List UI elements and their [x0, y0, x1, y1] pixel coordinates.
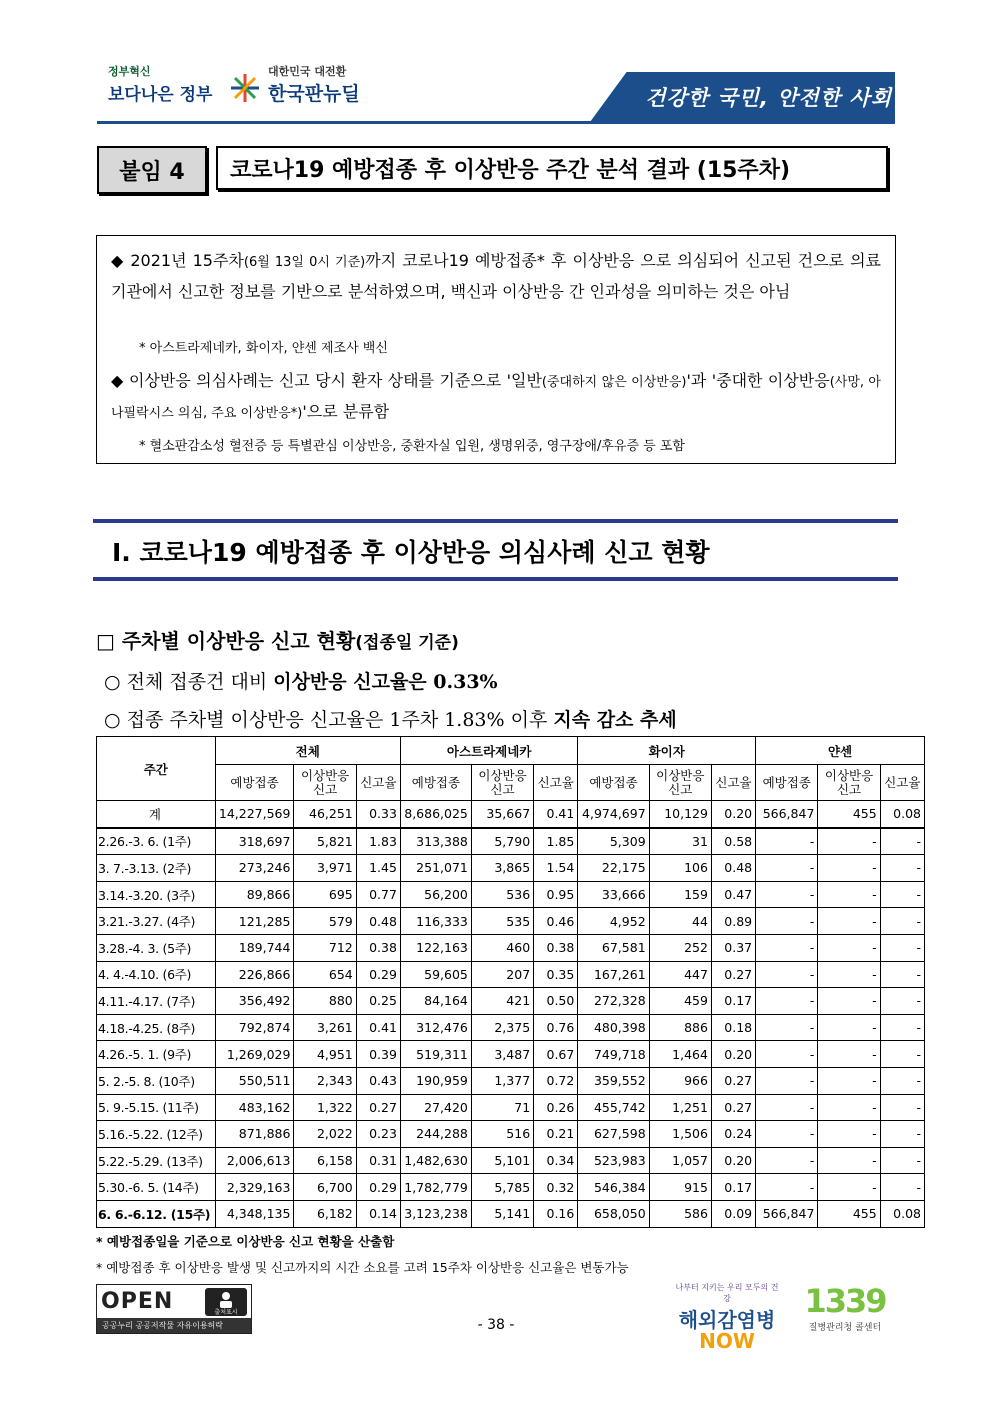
value-cell: 460 — [471, 934, 533, 961]
logo-government-innovation — [108, 63, 213, 113]
value-cell: 0.34 — [534, 1147, 578, 1174]
value-cell: 0.24 — [711, 1121, 755, 1148]
value-cell: - — [818, 828, 880, 855]
value-cell: 483,162 — [215, 1094, 294, 1121]
table-row — [97, 801, 925, 828]
value-cell: 273,246 — [215, 855, 294, 882]
table-row — [97, 961, 925, 988]
value-cell: 1,464 — [649, 1041, 711, 1068]
th-sub: 이상반응 신고 — [471, 765, 533, 801]
now-line2: NOW — [699, 1329, 755, 1353]
week-cell: 4.18.-4.25. (8주) — [97, 1014, 216, 1041]
value-cell: 0.09 — [711, 1200, 755, 1227]
value-cell: 56,200 — [400, 881, 471, 908]
value-cell: 455 — [818, 801, 880, 828]
value-cell: - — [756, 1147, 818, 1174]
value-cell: 6,182 — [294, 1200, 356, 1227]
value-cell: 0.27 — [711, 1067, 755, 1094]
value-cell: 1.45 — [356, 855, 400, 882]
value-cell: 5,101 — [471, 1147, 533, 1174]
value-cell: 535 — [471, 908, 533, 935]
value-cell: 566,847 — [756, 801, 818, 828]
section-line-top — [93, 519, 898, 523]
table-row — [97, 1041, 925, 1068]
value-cell: 33,666 — [578, 881, 649, 908]
table-row — [97, 881, 925, 908]
value-cell: 0.32 — [534, 1174, 578, 1201]
table-row — [97, 1200, 925, 1227]
value-cell: 5,309 — [578, 828, 649, 855]
value-cell: 1,482,630 — [400, 1147, 471, 1174]
value-cell: 0.29 — [356, 1174, 400, 1201]
value-cell: 89,866 — [215, 881, 294, 908]
th-group-janssen: 얀센 — [756, 737, 925, 765]
value-cell: - — [818, 1014, 880, 1041]
value-cell: 190,959 — [400, 1067, 471, 1094]
subsection-title-small: (접종일 기준) — [355, 633, 459, 653]
section-title: Ⅰ. 코로나19 예방접종 후 이상반응 의심사례 신고 현황 — [112, 538, 710, 567]
value-cell: - — [880, 881, 924, 908]
value-cell: 3,971 — [294, 855, 356, 882]
value-cell: 312,476 — [400, 1014, 471, 1041]
value-cell: - — [818, 908, 880, 935]
table-row — [97, 1067, 925, 1094]
notice-p2-e: '으로 분류함 — [302, 402, 390, 421]
now-small: 나부터 지키는 우리 모두의 건강 — [675, 1283, 779, 1303]
value-cell: - — [880, 961, 924, 988]
value-cell: 546,384 — [578, 1174, 649, 1201]
section-line-bottom — [93, 577, 898, 581]
week-cell: 5.16.-5.22. (12주) — [97, 1121, 216, 1148]
table-row — [97, 1121, 925, 1148]
value-cell: 4,952 — [578, 908, 649, 935]
value-cell: 244,288 — [400, 1121, 471, 1148]
now-line1: 해외감염병 — [678, 1308, 776, 1332]
value-cell: 1,322 — [294, 1094, 356, 1121]
value-cell: 0.43 — [356, 1067, 400, 1094]
value-cell: - — [818, 1041, 880, 1068]
value-cell: 0.17 — [711, 1174, 755, 1201]
value-cell: 0.08 — [880, 1200, 924, 1227]
value-cell: - — [818, 881, 880, 908]
value-cell: - — [818, 934, 880, 961]
value-cell: 8,686,025 — [400, 801, 471, 828]
value-cell: 4,974,697 — [578, 801, 649, 828]
value-cell: 0.27 — [356, 1094, 400, 1121]
notice-p2-d: (사망, 아나필락시스 의심, 주요 이상반응*) — [111, 375, 881, 421]
value-cell: 695 — [294, 881, 356, 908]
value-cell: 519,311 — [400, 1041, 471, 1068]
value-cell: - — [756, 881, 818, 908]
value-cell: 251,071 — [400, 855, 471, 882]
value-cell: 516 — [471, 1121, 533, 1148]
value-cell: - — [756, 988, 818, 1015]
value-cell: 2,006,613 — [215, 1147, 294, 1174]
value-cell: 59,605 — [400, 961, 471, 988]
value-cell: 3,487 — [471, 1041, 533, 1068]
notice-p1-b: (6월 13일 0시 기준) — [243, 255, 366, 270]
value-cell: 871,886 — [215, 1121, 294, 1148]
value-cell: 1,251 — [649, 1094, 711, 1121]
value-cell: 0.76 — [534, 1014, 578, 1041]
value-cell: 318,697 — [215, 828, 294, 855]
value-cell: 359,552 — [578, 1067, 649, 1094]
th-sub: 이상반응 신고 — [818, 765, 880, 801]
new-deal-mark-icon — [228, 71, 262, 105]
value-cell: 6,700 — [294, 1174, 356, 1201]
value-cell: 0.48 — [711, 855, 755, 882]
value-cell: 2,329,163 — [215, 1174, 294, 1201]
value-cell: 67,581 — [578, 934, 649, 961]
value-cell: - — [880, 828, 924, 855]
value-cell: 0.27 — [711, 1094, 755, 1121]
notice-p2-b: (중대하지 않은 이상반응) — [541, 375, 687, 390]
value-cell: 0.48 — [356, 908, 400, 935]
value-cell: - — [818, 1067, 880, 1094]
value-cell: - — [880, 1067, 924, 1094]
value-cell: 654 — [294, 961, 356, 988]
value-cell: 159 — [649, 881, 711, 908]
th-group-pfizer: 화이자 — [578, 737, 756, 765]
value-cell: 5,785 — [471, 1174, 533, 1201]
value-cell: - — [756, 1121, 818, 1148]
open-license-bar: 공공누리 공공저작물 자유이용허락 — [97, 1318, 251, 1333]
value-cell: 207 — [471, 961, 533, 988]
num-1339-caption: 질병관리청 콜센터 — [808, 1323, 882, 1333]
value-cell: 658,050 — [578, 1200, 649, 1227]
value-cell: 2,375 — [471, 1014, 533, 1041]
document-title: 코로나19 예방접종 후 이상반응 주간 분석 결과 (15주차) — [216, 146, 888, 190]
value-cell: 2,343 — [294, 1067, 356, 1094]
value-cell: 189,744 — [215, 934, 294, 961]
value-cell: - — [880, 1147, 924, 1174]
th-sub: 신고율 — [356, 765, 400, 801]
value-cell: 1,269,029 — [215, 1041, 294, 1068]
notice-p2-c: '과 '중대한 이상반응 — [686, 371, 830, 390]
th-sub: 예방접종 — [215, 765, 294, 801]
notice-note-2: * 혈소판감소성 혈전증 등 특별관심 이상반응, 중환자실 입원, 생명위중, 영구장애/후유증 등 포함 — [139, 439, 685, 454]
week-cell: 4.26.-5. 1. (9주) — [97, 1041, 216, 1068]
week-cell: 5. 2.-5. 8. (10주) — [97, 1067, 216, 1094]
bullet-1 — [104, 667, 498, 694]
value-cell: 0.31 — [356, 1147, 400, 1174]
bullet-2-text: ○ 접종 주차별 이상반응 신고율은 1주차 1.83% 이후 — [104, 709, 554, 731]
value-cell: - — [818, 961, 880, 988]
value-cell: - — [756, 1067, 818, 1094]
th-sub: 예방접종 — [578, 765, 649, 801]
header-banner-text: 건강한 국민, 안전한 사회 — [645, 86, 892, 110]
value-cell: - — [756, 855, 818, 882]
value-cell: 84,164 — [400, 988, 471, 1015]
value-cell: 792,874 — [215, 1014, 294, 1041]
value-cell: 44 — [649, 908, 711, 935]
value-cell: 356,492 — [215, 988, 294, 1015]
value-cell: 0.46 — [534, 908, 578, 935]
value-cell: 0.41 — [534, 801, 578, 828]
value-cell: - — [756, 961, 818, 988]
value-cell: 966 — [649, 1067, 711, 1094]
attachment-tag: 붙임 4 — [97, 146, 207, 194]
value-cell: - — [756, 1041, 818, 1068]
value-cell: 0.41 — [356, 1014, 400, 1041]
table-row — [97, 1147, 925, 1174]
value-cell: 749,718 — [578, 1041, 649, 1068]
value-cell: 5,141 — [471, 1200, 533, 1227]
value-cell: 122,163 — [400, 934, 471, 961]
value-cell: 0.33 — [356, 801, 400, 828]
bullet-1-text: ○ 전체 접종건 대비 — [104, 671, 274, 693]
logo1-big-text: 보다나은 정부 — [108, 85, 213, 105]
value-cell: 2,022 — [294, 1121, 356, 1148]
value-cell: 421 — [471, 988, 533, 1015]
value-cell: 1,782,779 — [400, 1174, 471, 1201]
table-row — [97, 908, 925, 935]
th-sub: 신고율 — [880, 765, 924, 801]
value-cell: 6,158 — [294, 1147, 356, 1174]
notice-box — [96, 235, 896, 464]
value-cell: 459 — [649, 988, 711, 1015]
value-cell: 5,790 — [471, 828, 533, 855]
value-cell: 0.20 — [711, 1147, 755, 1174]
value-cell: 0.20 — [711, 801, 755, 828]
bullet-2-bold: 지속 감소 추세 — [553, 709, 677, 731]
notice-p1-a: ◆ 2021년 15주차 — [111, 251, 244, 270]
footnote-2: * 예방접종 후 이상반응 발생 및 신고까지의 시간 소요를 고려 15주차 이상반응 신고율은 변동가능 — [96, 1260, 629, 1275]
value-cell: - — [756, 828, 818, 855]
value-cell: 0.37 — [711, 934, 755, 961]
week-cell: 3.14.-3.20. (3주) — [97, 881, 216, 908]
value-cell: - — [756, 1014, 818, 1041]
week-cell: 3.28.-4. 3. (5주) — [97, 934, 216, 961]
week-cell: 4. 4.-4.10. (6주) — [97, 961, 216, 988]
value-cell: - — [756, 1174, 818, 1201]
notice-p2-a: ◆ 이상반응 의심사례는 신고 당시 환자 상태를 기준으로 '일반 — [111, 371, 542, 390]
th-week: 주간 — [97, 737, 216, 801]
value-cell: 121,285 — [215, 908, 294, 935]
th-sub: 신고율 — [534, 765, 578, 801]
value-cell: 0.38 — [356, 934, 400, 961]
th-sub: 이상반응 신고 — [294, 765, 356, 801]
value-cell: 0.18 — [711, 1014, 755, 1041]
value-cell: 0.72 — [534, 1067, 578, 1094]
value-cell: - — [818, 855, 880, 882]
table-row — [97, 1174, 925, 1201]
value-cell: 566,847 — [756, 1200, 818, 1227]
value-cell: 0.14 — [356, 1200, 400, 1227]
value-cell: 0.39 — [356, 1041, 400, 1068]
week-cell: 6. 6.-6.12. (15주) — [97, 1200, 216, 1227]
value-cell: 579 — [294, 908, 356, 935]
logo2-big-text: 한국판뉴딜 — [268, 83, 360, 105]
value-cell: 627,598 — [578, 1121, 649, 1148]
week-cell: 계 — [97, 801, 216, 828]
logo-overseas-infection-now — [672, 1282, 782, 1353]
table-row — [97, 934, 925, 961]
value-cell: 313,388 — [400, 828, 471, 855]
value-cell: 455,742 — [578, 1094, 649, 1121]
value-cell: 0.58 — [711, 828, 755, 855]
subsection-title-main: □ 주차별 이상반응 신고 현황 — [96, 629, 356, 653]
value-cell: 71 — [471, 1094, 533, 1121]
value-cell: 3,865 — [471, 855, 533, 882]
value-cell: - — [818, 988, 880, 1015]
attribution-badge-label: 출처표시 — [214, 1309, 238, 1316]
value-cell: 4,951 — [294, 1041, 356, 1068]
value-cell: 880 — [294, 988, 356, 1015]
value-cell: - — [880, 908, 924, 935]
value-cell: 0.29 — [356, 961, 400, 988]
week-cell: 4.11.-4.17. (7주) — [97, 988, 216, 1015]
value-cell: 550,511 — [215, 1067, 294, 1094]
week-cell: 5.22.-5.29. (13주) — [97, 1147, 216, 1174]
subsection-title — [96, 625, 459, 654]
week-cell: 2.26.-3. 6. (1주) — [97, 828, 216, 855]
value-cell: 31 — [649, 828, 711, 855]
value-cell: 0.27 — [711, 961, 755, 988]
value-cell: 0.26 — [534, 1094, 578, 1121]
table-row — [97, 855, 925, 882]
value-cell: 106 — [649, 855, 711, 882]
value-cell: - — [818, 1147, 880, 1174]
value-cell: - — [880, 934, 924, 961]
value-cell: 0.08 — [880, 801, 924, 828]
th-group-astrazeneca: 아스트라제네카 — [400, 737, 577, 765]
table-row — [97, 1014, 925, 1041]
value-cell: 886 — [649, 1014, 711, 1041]
th-sub: 이상반응 신고 — [649, 765, 711, 801]
th-sub: 예방접종 — [756, 765, 818, 801]
value-cell: 14,227,569 — [215, 801, 294, 828]
value-cell: - — [756, 908, 818, 935]
value-cell: - — [756, 934, 818, 961]
value-cell: 3,123,238 — [400, 1200, 471, 1227]
value-cell: 0.95 — [534, 881, 578, 908]
notice-note-1: * 아스트라제네카, 화이자, 얀센 제조사 백신 — [139, 341, 388, 356]
value-cell: 272,328 — [578, 988, 649, 1015]
value-cell: 22,175 — [578, 855, 649, 882]
value-cell: 0.16 — [534, 1200, 578, 1227]
value-cell: 1,377 — [471, 1067, 533, 1094]
bullet-1-bold: 이상반응 신고율은 0.33% — [273, 671, 498, 693]
value-cell: 0.17 — [711, 988, 755, 1015]
value-cell: 480,398 — [578, 1014, 649, 1041]
value-cell: 1,506 — [649, 1121, 711, 1148]
value-cell: 46,251 — [294, 801, 356, 828]
value-cell: 0.35 — [534, 961, 578, 988]
value-cell: - — [880, 1174, 924, 1201]
value-cell: - — [880, 1094, 924, 1121]
value-cell: 0.67 — [534, 1041, 578, 1068]
value-cell: 35,667 — [471, 801, 533, 828]
notice-paragraph-1 — [111, 246, 881, 306]
value-cell: 167,261 — [578, 961, 649, 988]
value-cell: 4,348,135 — [215, 1200, 294, 1227]
value-cell: 226,866 — [215, 961, 294, 988]
value-cell: - — [880, 855, 924, 882]
value-cell: 1.85 — [534, 828, 578, 855]
week-cell: 5. 9.-5.15. (11주) — [97, 1094, 216, 1121]
table-row — [97, 988, 925, 1015]
value-cell: 1.83 — [356, 828, 400, 855]
weekly-report-table — [96, 736, 925, 1228]
num-1339: 1339 — [804, 1282, 886, 1320]
logo1-small-text: 정부혁신 — [108, 65, 151, 78]
value-cell: - — [756, 1094, 818, 1121]
value-cell: 0.77 — [356, 881, 400, 908]
value-cell: 536 — [471, 881, 533, 908]
value-cell: 27,420 — [400, 1094, 471, 1121]
open-word: OPEN — [101, 1289, 174, 1314]
value-cell: 116,333 — [400, 908, 471, 935]
week-cell: 3.21.-3.27. (4주) — [97, 908, 216, 935]
notice-p1-c: 까지 코로나19 예방접종* 후 이상반응 으로 의심되어 신고된 건으로 의료기관에서 신고한 정보를 기반으로 분석하였으며, 백신과 이상반응 간 인과성을 의미하는 것은 아님 — [111, 251, 881, 301]
value-cell: 915 — [649, 1174, 711, 1201]
value-cell: 0.21 — [534, 1121, 578, 1148]
value-cell: - — [880, 1041, 924, 1068]
value-cell: 455 — [818, 1200, 880, 1227]
value-cell: 3,261 — [294, 1014, 356, 1041]
value-cell: 447 — [649, 961, 711, 988]
value-cell: 1,057 — [649, 1147, 711, 1174]
value-cell: - — [880, 1014, 924, 1041]
value-cell: 0.38 — [534, 934, 578, 961]
th-sub: 신고율 — [711, 765, 755, 801]
value-cell: 523,983 — [578, 1147, 649, 1174]
value-cell: - — [818, 1174, 880, 1201]
header-divider — [97, 121, 895, 124]
value-cell: 5,821 — [294, 828, 356, 855]
logo-1339-call-center — [790, 1282, 900, 1337]
th-sub: 예방접종 — [400, 765, 471, 801]
th-group-total: 전체 — [215, 737, 400, 765]
logo-korean-new-deal — [226, 63, 386, 113]
value-cell: 0.25 — [356, 988, 400, 1015]
notice-paragraph-2 — [111, 366, 881, 428]
logo2-small-text: 대한민국 대전환 — [268, 65, 347, 78]
table-body — [97, 801, 925, 1228]
table-row — [97, 828, 925, 855]
value-cell: 0.20 — [711, 1041, 755, 1068]
page-number: - 38 - — [477, 1317, 515, 1333]
week-cell: 3. 7.-3.13. (2주) — [97, 855, 216, 882]
value-cell: 0.47 — [711, 881, 755, 908]
value-cell: 10,129 — [649, 801, 711, 828]
value-cell: - — [880, 1121, 924, 1148]
table-row — [97, 1094, 925, 1121]
value-cell: 0.89 — [711, 908, 755, 935]
value-cell: 0.50 — [534, 988, 578, 1015]
footnote-1: * 예방접종일을 기준으로 이상반응 신고 현황을 산출함 — [96, 1234, 395, 1249]
value-cell: 586 — [649, 1200, 711, 1227]
value-cell: 0.23 — [356, 1121, 400, 1148]
value-cell: - — [818, 1121, 880, 1148]
value-cell: - — [880, 988, 924, 1015]
value-cell: 712 — [294, 934, 356, 961]
week-cell: 5.30.-6. 5. (14주) — [97, 1174, 216, 1201]
value-cell: 1.54 — [534, 855, 578, 882]
bullet-2 — [104, 705, 677, 732]
value-cell: 252 — [649, 934, 711, 961]
value-cell: - — [818, 1094, 880, 1121]
